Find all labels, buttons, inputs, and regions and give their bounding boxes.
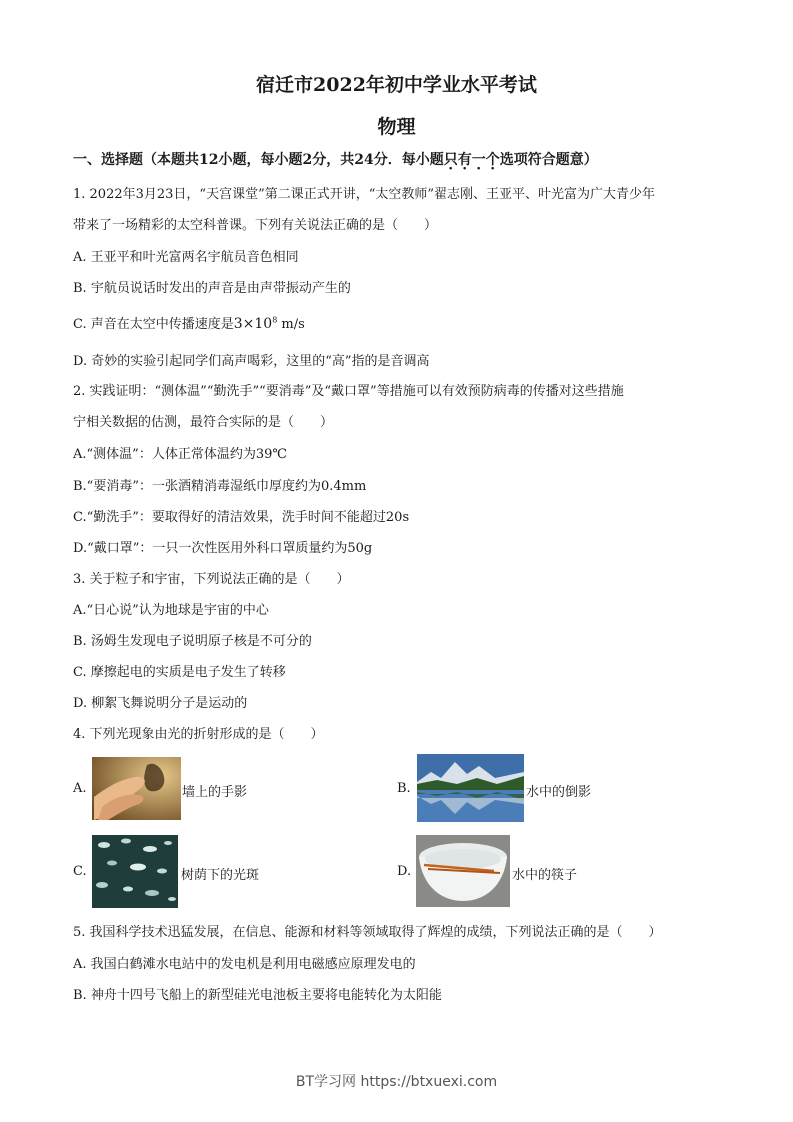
q4-option-a-text: 墙上的手影 [182,785,248,800]
subject-title: 物理 [377,116,416,138]
q1-option-b: B. 宇航员说话时发出的声音是由声带振动产生的 [73,281,351,296]
footer-watermark: BT学习网 https://btxuexi.com [295,1074,498,1090]
q1-stem-line2: 带来了一场精彩的太空科普课。下列有关说法正确的是（ ） [73,218,438,233]
q1-option-c: C. 声音在太空中传播速度是$3\times 10^8$ m/s [73,315,305,332]
q2-stem-line1: 2. 实践证明：“测体温”“勤洗手”“要消毒”及“戴口罩”等措施可以有效预防病毒的传播对这些措施 [73,384,624,399]
q4-option-d-letter: D. [397,864,412,879]
q4-option-c-text: 树荫下的光斑 [181,868,260,883]
q4-option-d-text: 水中的筷子 [512,868,578,883]
q2-stem-line2: 宁相关数据的估测，最符合实际的是（ ） [73,415,334,430]
chopsticks-in-bowl-image [416,835,510,907]
q1-option-d: D. 奇妙的实验引起同学们高声喝彩，这里的“高”指的是音调高 [73,354,430,369]
q3-stem: 3. 关于粒子和宇宙，下列说法正确的是（ ） [73,572,350,587]
q2-option-b: B.“要消毒”：一张酒精消毒湿纸巾厚度约为0.4mm [73,479,367,494]
section-heading: 一、选择题（本题共12小题，每小题2分，共24分．每小题只有一个选项符合题意） [73,152,598,168]
q5-stem: 5. 我国科学技术迅猛发展，在信息、能源和材料等领域取得了辉煌的成绩，下列说法正确的是（ ） [73,925,662,940]
lake-reflection-image [417,754,524,822]
q4-option-b-text: 水中的倒影 [526,785,592,800]
light-spots-image [92,835,178,908]
q1-stem-line1: 1. 2022年3月23日，“天宫课堂”第二课正式开讲，“太空教师”翟志刚、王亚平、叶光富为广大青少年 [73,187,656,202]
q3-option-d: D. 柳絮飞舞说明分子是运动的 [73,696,248,711]
exam-title: 宿迁市2022年初中学业水平考试 [256,74,537,96]
q3-option-a: A.“日心说”认为地球是宇宙的中心 [73,603,269,618]
q2-option-d: D.“戴口罩”：一只一次性医用外科口罩质量约为50g [73,541,373,556]
q5-option-a: A. 我国白鹤滩水电站中的发电机是利用电磁感应原理发电的 [73,957,416,972]
q2-option-c: C.“勤洗手”：要取得好的清洁效果，洗手时间不能超过20s [73,510,410,525]
q2-option-a: A.“测体温”：人体正常体温约为39℃ [73,447,287,462]
q1-option-a: A. 王亚平和叶光富两名宇航员音色相同 [73,250,299,265]
q3-option-c: C. 摩擦起电的实质是电子发生了转移 [73,665,286,680]
q4-option-a-letter: A. [73,781,87,796]
hand-shadow-image [92,757,181,820]
q4-option-b-letter: B. [397,781,411,796]
q3-option-b: B. 汤姆生发现电子说明原子核是不可分的 [73,634,312,649]
q5-option-b: B. 神舟十四号飞船上的新型硅光电池板主要将电能转化为太阳能 [73,988,442,1003]
q4-stem: 4. 下列光现象由光的折射形成的是（ ） [73,727,324,742]
q4-option-c-letter: C. [73,864,87,879]
